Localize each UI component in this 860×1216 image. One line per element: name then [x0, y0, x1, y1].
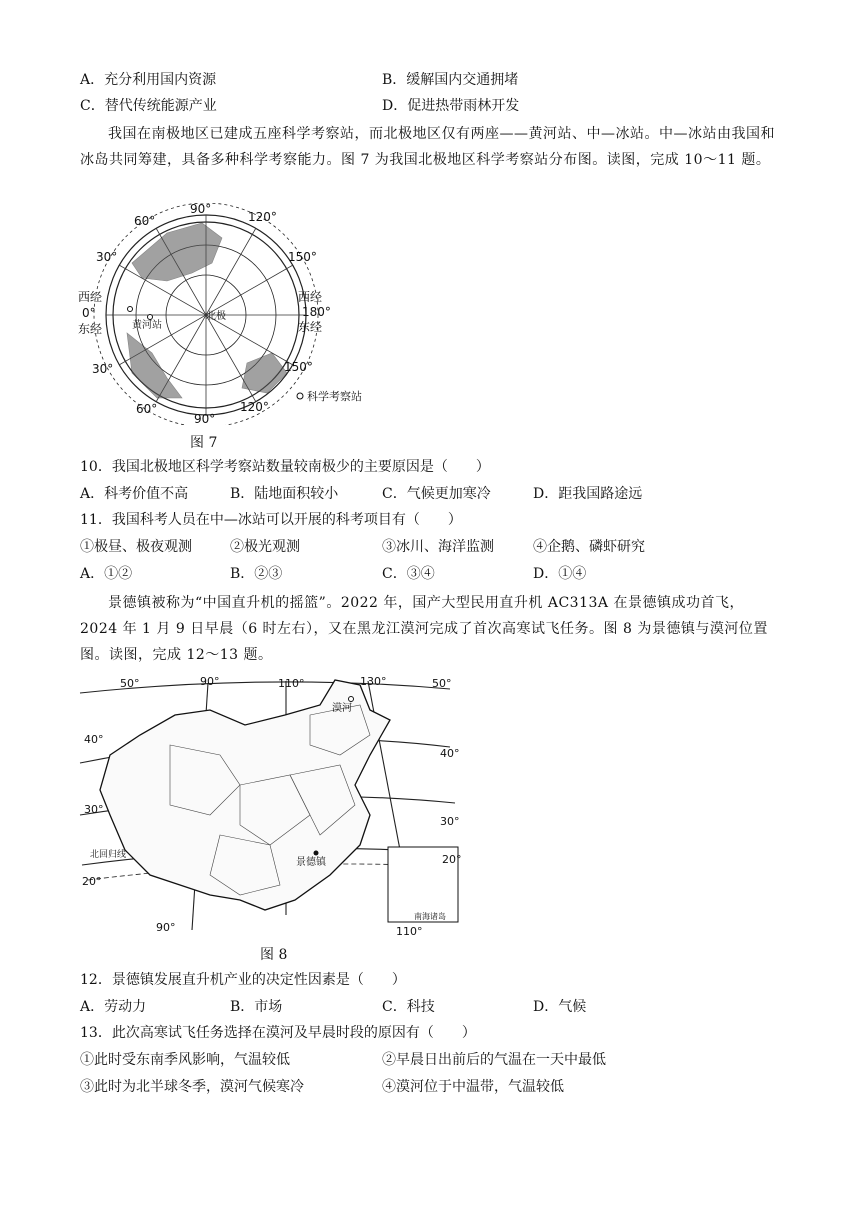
huanghe-station-marker [148, 315, 153, 320]
iceland-station-marker [128, 307, 133, 312]
lat-40-left: 40° [84, 733, 104, 746]
q11-option-a: A．①② [80, 566, 133, 582]
q10-option-a: A．科考价值不高 [80, 486, 189, 502]
q13-item-2: ②早晨日出前后的气温在一天中最低 [382, 1052, 606, 1068]
figure-8-caption: 图 8 [260, 947, 288, 963]
figure-7-arctic-map [72, 203, 372, 425]
q13-item-4: ④漠河位于中温带，气温较低 [382, 1079, 564, 1095]
q9-option-c: C．替代传统能源产业 [80, 98, 217, 114]
q11-item-1: ①极昼、极夜观测 [80, 539, 192, 555]
label-top-90: 90° [190, 203, 212, 216]
figure-8-china-map [70, 675, 470, 940]
label-top-60: 60° [134, 214, 156, 228]
q11-option-d: D．①④ [533, 566, 587, 582]
figure-7-caption: 图 7 [190, 435, 218, 451]
q11-option-c: C．③④ [382, 566, 435, 582]
lat-20-right: 20° [442, 853, 462, 866]
label-top-120: 120° [248, 210, 277, 224]
mohe-marker [349, 697, 354, 702]
label-west-180: 西经 [298, 290, 323, 304]
label-bottom-60: 60° [136, 402, 158, 416]
label-bottom-90: 90° [194, 412, 216, 425]
intro-paragraph-10-11: 我国在南极地区已建成五座科学考察站，而北极地区仅有两座——黄河站、中—冰站。中—冰站由我国和冰岛共同筹建，具备多种科学考察能力。图 7 为我国北极地区科学考察站分布图。读图，完成 10～11 题。 [80, 126, 775, 168]
q11-option-b: B．②③ [230, 566, 283, 582]
q10-option-b: B．陆地面积较小 [230, 486, 339, 502]
q9-option-b: B．缓解国内交通拥堵 [382, 72, 519, 88]
label-tropic-of-cancer: 北回归线 [90, 850, 127, 860]
q13-item-3: ③此时为北半球冬季，漠河气候寒冷 [80, 1079, 304, 1095]
lat-30-right: 30° [440, 815, 460, 828]
lon-90-top: 90° [200, 675, 220, 688]
q11-stem: 11．我国科考人员在中—冰站可以开展的科考项目有（ ） [80, 512, 462, 528]
q13-item-1: ①此时受东南季风影响，气温较低 [80, 1052, 290, 1068]
q10-option-d: D．距我国路途远 [533, 486, 643, 502]
q11-item-3: ③冰川、海洋监测 [382, 539, 494, 555]
lat-20-left: 20° [82, 875, 102, 888]
intro-paragraph-12-13: 景德镇被称为“中国直升机的摇篮”。2022 年，国产大型民用直升机 AC313A 在景德镇成功首飞，2024 年 1 月 9 日早晨（6 时左右），又在黑龙江漠河完成了首次高寒试飞任务。图 8 为景德镇与漠河位置图。读图，完成 12～13 题。 [80, 595, 768, 663]
label-north-pole: 北极 [206, 311, 226, 322]
q9-option-a: A．充分利用国内资源 [80, 72, 217, 88]
label-bottom-120: 120° [240, 400, 269, 414]
label-mohe: 漠河 [332, 703, 352, 714]
label-south-china-sea-islands: 南海诸岛 [414, 912, 446, 921]
lon-110-top: 110° [278, 677, 305, 690]
label-zero: 0° [82, 306, 96, 320]
label-top-30: 30° [96, 250, 118, 264]
label-bottom-30: 30° [92, 362, 114, 376]
label-huanghe-station: 黄河站 [132, 320, 162, 331]
label-bottom-150: 150° [284, 360, 313, 374]
q11-item-4: ④企鹅、磷虾研究 [533, 539, 645, 555]
lon-110-bottom: 110° [396, 925, 423, 938]
label-west: 西经 [78, 290, 103, 304]
label-180: 180° [302, 305, 331, 319]
lon-90-bottom: 90° [156, 921, 176, 934]
q12-option-c: C．科技 [382, 999, 435, 1015]
q11-item-2: ②极光观测 [230, 539, 300, 555]
q12-option-a: A．劳动力 [80, 999, 147, 1015]
q13-stem: 13．此次高寒试飞任务选择在漠河及早晨时段的原因有（ ） [80, 1025, 476, 1041]
q12-option-b: B．市场 [230, 999, 283, 1015]
label-top-150: 150° [288, 250, 317, 264]
q10-option-c: C．气候更加寒冷 [382, 486, 491, 502]
lon-130: 130° [360, 675, 387, 688]
jingdezhen-marker [314, 851, 319, 856]
lat-40-right: 40° [440, 747, 460, 760]
lon-50-left: 50° [120, 677, 140, 690]
label-jingdezhen: 景德镇 [296, 857, 326, 868]
q12-stem: 12．景德镇发展直升机产业的决定性因素是（ ） [80, 972, 406, 988]
label-east-180: 东经 [298, 320, 323, 334]
lon-50-right: 50° [432, 677, 452, 690]
legend-science-station: 科学考察站 [307, 390, 362, 403]
label-east: 东经 [78, 322, 103, 336]
q12-option-d: D．气候 [533, 999, 587, 1015]
q10-stem: 10．我国北极地区科学考察站数量较南极少的主要原因是（ ） [80, 459, 490, 475]
lat-30-left: 30° [84, 803, 104, 816]
q9-option-d: D．促进热带雨林开发 [382, 98, 520, 114]
